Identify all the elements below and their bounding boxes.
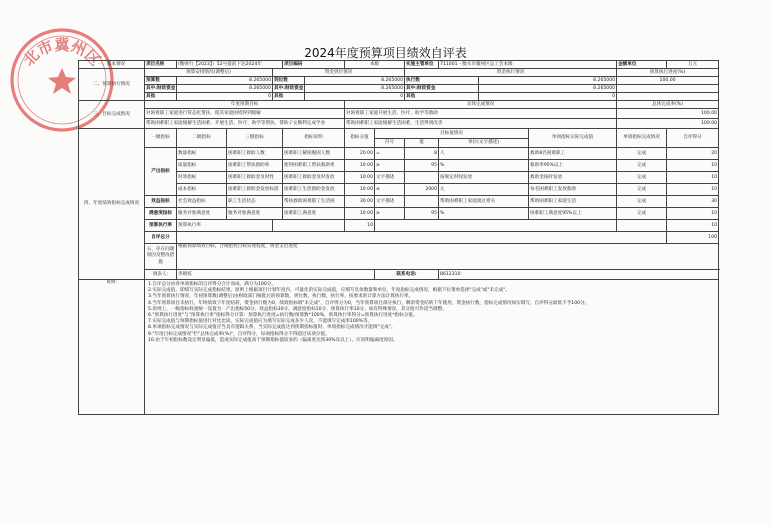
budget-value: 8.265000 — [177, 77, 273, 85]
exec-value: 0 — [479, 93, 617, 101]
perf-actual: 帮助困难职工家庭生活 — [529, 196, 617, 208]
perf-status: 完成 — [617, 172, 667, 184]
section-budget-exec: 二、预算执行情况 — [79, 69, 145, 101]
perf-l2: 质量指标 — [177, 160, 227, 172]
actual-done-header: 具体完成情况 — [345, 101, 617, 109]
perf-weight: 10.00 — [345, 172, 375, 184]
budget-value: 8.265000 — [177, 85, 273, 93]
perf-l2: 时效指标 — [177, 172, 227, 184]
perf-l3: 职工生活状态 — [227, 196, 283, 208]
perf-l1: 预算执行率 — [145, 220, 177, 232]
perf-weight: 30.00 — [345, 196, 375, 208]
perf-value: 95 — [405, 208, 439, 220]
perf-unit: 按规定时间发放 — [439, 172, 529, 184]
perf-score: 20 — [667, 148, 719, 160]
project-code: 本级 — [345, 61, 405, 69]
perf-value — [405, 172, 439, 184]
section-basic: 一、基本情况 — [79, 61, 145, 69]
note-item: 4.当年预算项目未执行，年终绩效下年度结转，资金执行数为0，绩效指标填"未完成"，自评得分为0，当年预算项目部分执行，剩余资金结转下年使用，资金执行数，指标完成情况如实填写，自评得分最低不予100分。 — [148, 300, 590, 306]
perf-l3: 困难职工救助金及时性 — [227, 172, 283, 184]
note-item: 9."年度目标完成情况"栏"总体完成率(%)"，自评得分，每项指标得分不得超过该项分值。 — [148, 331, 330, 337]
perf-l2: 预算执行率 — [177, 220, 273, 232]
budget-plan-header: 预算安排情况(调整后) — [145, 69, 273, 77]
perf-unit: 元 — [439, 184, 529, 196]
perf-header-l1: 一级指标 — [145, 129, 177, 148]
note-item: 2.实际完成值，即绩写实际完成指标结果，原则上根据项目计划年度内，可量化的实际完成值，应填写具体数量和单位，年度指标完成情况，根据下拉菜单选择"完成"或"未完成"。 — [148, 288, 510, 294]
perf-value: 95 — [405, 160, 439, 172]
perf-l2: 社会效益指标 — [177, 196, 227, 208]
arrival-label: 到位数 — [273, 77, 305, 85]
self-evaluation-table — [78, 60, 719, 415]
exec-rate-value — [617, 93, 719, 101]
perf-l3: 困难职工救助人数 — [227, 148, 283, 160]
budget-row — [79, 77, 719, 85]
perf-value: 8 — [405, 148, 439, 160]
arrival-value: 8.265000 — [305, 85, 405, 93]
perf-symbol: = — [375, 148, 405, 160]
budget-label: 其中:财政资金 — [146, 85, 176, 91]
exec-label: 执行数 — [405, 77, 479, 85]
perf-weight: 10.00 — [345, 160, 375, 172]
perf-desc: 使得困难职工帮扶救助率 — [283, 160, 345, 172]
contact-person-label: 填表人: — [145, 270, 177, 280]
perf-header-symbol: 符号 — [375, 139, 405, 148]
funds-arrival-header: 资金到位情况 — [273, 69, 405, 77]
total-score-label: 自评总分 — [145, 232, 177, 244]
perf-desc: 困难职工救助金及时发放 — [283, 172, 345, 184]
note-item: 6."预算执行进度"与"预算执行率"指标得分计算：预算执行进度=执行数/预算数*100%，预算执行率得分=预算执行进度*指标分值。 — [148, 313, 418, 319]
perf-actual: 救助8名困难职工 — [529, 148, 617, 160]
perf-row — [79, 148, 719, 160]
arrival-label: 其他 — [273, 93, 305, 101]
perf-unit — [375, 220, 617, 232]
perf-symbol: 文字描述 — [375, 172, 405, 184]
perf-desc: 困难职工解困脱困人数 — [283, 148, 345, 160]
perf-l2: 数量指标 — [177, 148, 227, 160]
perf-weight: 10 — [345, 220, 375, 232]
goal-row — [79, 109, 719, 119]
perf-score: 10 — [667, 160, 719, 172]
perf-weight: 10.00 — [345, 184, 375, 196]
project-name-label: 项目名称 — [145, 61, 177, 69]
svg-text:北市冀州区: 北市冀州区 — [19, 36, 105, 70]
perf-value: 2000 — [405, 184, 439, 196]
exec-rate-value: 100.00 — [617, 77, 719, 85]
perf-row — [79, 196, 719, 208]
goal-rate: 100.00 — [617, 109, 719, 119]
perf-l1: 效益指标 — [145, 196, 177, 208]
funds-exec-header: 资金执行情况 — [405, 69, 617, 77]
perf-unit: 帮助困难职工家庭渡过难关 — [439, 196, 529, 208]
impl-unit: 711001 - 衡水市冀州区总工会本级 — [439, 61, 617, 69]
exec-value: 8.265000 — [479, 77, 617, 85]
perf-unit: % — [439, 160, 529, 172]
goal-text: 帮助困难职工家庭缓解生活困难、开展生活、医疗、助学等帮扶，帮助子女顺利完成学业 — [145, 119, 345, 129]
arrival-value: 0 — [305, 93, 405, 101]
perf-status — [617, 220, 667, 232]
perf-unit: % — [439, 208, 529, 220]
perf-l3: 困难职工帮扶救助率 — [227, 160, 283, 172]
impl-unit-label: 实施主管单位 — [405, 61, 439, 69]
perf-unit: 人 — [439, 148, 529, 160]
perf-header-desc: 指标说明 — [283, 129, 345, 148]
perf-score: 10 — [667, 220, 719, 232]
note-item: 7.实际完成值与预期指标值进行对比比较，实际完成值应为填写实际完成多少人次，不能填写完成率100%等。 — [148, 319, 373, 325]
perf-header-l2: 二级指标 — [177, 129, 227, 148]
perf-actual: 每名困难职工发放救助 — [529, 184, 617, 196]
note-item: 8.单项指标完成情况与实际完成值应当具有逻辑关系，当实际完成值达到预期指标值时，单项指标完成情况才能填"完成"。 — [148, 325, 396, 331]
perf-score: 10 — [667, 208, 719, 220]
perf-l2: 成本指标 — [177, 184, 227, 196]
section-issues: 五、存在问题原因及整改措施 — [145, 244, 177, 270]
perf-symbol: ≥ — [375, 208, 405, 220]
perf-status: 完成 — [617, 196, 667, 208]
perf-header-status: 单项指标完成情况 — [617, 129, 667, 148]
perf-weight: 20.00 — [345, 148, 375, 160]
goal-done: 帮助困难职工家庭缓解生活困难，生活得到改善 — [345, 119, 617, 129]
perf-score: 10 — [667, 172, 719, 184]
notes-label: 说明: — [79, 280, 145, 415]
perf-header-actual: 单项指标实际完成值 — [529, 129, 617, 148]
section-goal: 三、目标完成情况 — [79, 101, 145, 129]
contact-phone: 8612310 — [439, 270, 719, 280]
goal-done: 对困难职工家庭开展生活、医疗、助学等救助 — [345, 109, 617, 119]
exec-label: 其中:财政资金 — [405, 85, 479, 93]
budget-row — [79, 85, 719, 93]
perf-header-l3: 三级指标 — [227, 129, 283, 148]
exec-value: 8.265000 — [479, 85, 617, 93]
perf-l1: 满意度指标 — [145, 208, 177, 220]
contact-phone-label: 联系电话: — [375, 270, 439, 280]
contact-person: 李朝炫 — [177, 270, 375, 280]
perf-l3: 困难职工救助金发放标准 — [227, 184, 283, 196]
perf-desc — [273, 220, 345, 232]
perf-status: 完成 — [617, 160, 667, 172]
goal-rate: 100.00 — [617, 119, 719, 129]
perf-header-score: 自评得分 — [667, 129, 719, 148]
goal-row — [79, 119, 719, 129]
perf-value — [405, 196, 439, 208]
exec-rate-header: 预算执行进度(%) — [617, 69, 719, 77]
perf-row — [79, 208, 719, 220]
perf-score: 10 — [667, 184, 719, 196]
perf-desc: 帮扶救助困难职工生活困 — [283, 196, 345, 208]
perf-symbol: 文字描述 — [375, 196, 405, 208]
note-item: 10.由于年初指标数设定明显偏低，造成实际完成值高于预期指标值较多的（偏离度达到30%及以上），应说明偏离度原因。 — [148, 337, 398, 343]
arrival-label: 其中:财政资金 — [274, 85, 304, 91]
note-item: 1.自评总分由各单项指标的自评得分合计而成，满分为100分。 — [148, 282, 276, 287]
perf-actual: 困难职工满意度95%以上 — [529, 208, 617, 220]
perf-weight: 10.00 — [345, 208, 375, 220]
perf-l1: 产出指标 — [145, 148, 177, 196]
note-item: 3.当年预算执行情况，年初预算数(调整后)由财政部门核批后的预算数，到位数，执行数，执行率，按要求的计算方法计算执行率。 — [148, 294, 414, 300]
project-code-label: 项目编码 — [283, 61, 345, 69]
perf-status: 完成 — [617, 148, 667, 160]
amount-unit-label: 金额单位 — [617, 61, 667, 69]
budget-label: 其他 — [145, 93, 177, 101]
section-perf: 四、年度绩效指标完成情况 — [79, 129, 145, 280]
budget-value: 0 — [177, 93, 273, 101]
note-item: 5.原则上，一级指标权重统一设置为：产出指标50分、效益指标30分、满意度指标10分、预算执行率10分。如有特殊情况，其分值可作适当调整。 — [148, 306, 447, 312]
goal-text: 对困难职工家庭进行常态化帮扶，使其家庭困境得到缓解 — [145, 109, 345, 119]
perf-l3: 服务对象满意度 — [227, 208, 283, 220]
perf-row — [79, 220, 719, 232]
perf-desc: 困难职工生活救助金发放 — [283, 184, 345, 196]
perf-actual: 救助金按时发放 — [529, 172, 617, 184]
perf-header-target: 目标值情况 — [375, 129, 529, 139]
form-title: 2024年度预算项目绩效自评表 — [304, 46, 467, 60]
arrival-value: 8.265000 — [305, 77, 405, 85]
perf-status: 完成 — [617, 208, 667, 220]
perf-header-value: 值 — [405, 139, 439, 148]
overall-rate-header: 总体完成率(%) — [617, 101, 719, 109]
total-score: 100 — [667, 232, 719, 244]
issues-text: 根据预算绩效目标，合理把控目标实现程度，资金支出进度 — [177, 244, 719, 270]
project-name: (衡财行【2023】）52号提前下达2024年 — [177, 61, 283, 69]
perf-header-weight: 指标分值 — [345, 129, 375, 148]
budget-label: 预算数 — [145, 77, 177, 85]
perf-status: 完成 — [617, 184, 667, 196]
perf-symbol: ≥ — [375, 160, 405, 172]
perf-symbol: ≤ — [375, 184, 405, 196]
perf-actual: 救助率95%以上 — [529, 160, 617, 172]
perf-header-unit: 单位(文字描述) — [439, 139, 529, 148]
budget-row — [79, 93, 719, 101]
perf-l2: 服务对象满意度 — [177, 208, 227, 220]
perf-score: 30 — [667, 196, 719, 208]
amount-unit: 万元 — [667, 61, 719, 69]
year-goal-header: 年度预期目标 — [145, 101, 345, 109]
exec-rate-value — [617, 85, 719, 93]
exec-label: 其他 — [405, 93, 479, 101]
notes-block — [145, 280, 719, 415]
perf-desc: 困难职工满意度 — [283, 208, 345, 220]
